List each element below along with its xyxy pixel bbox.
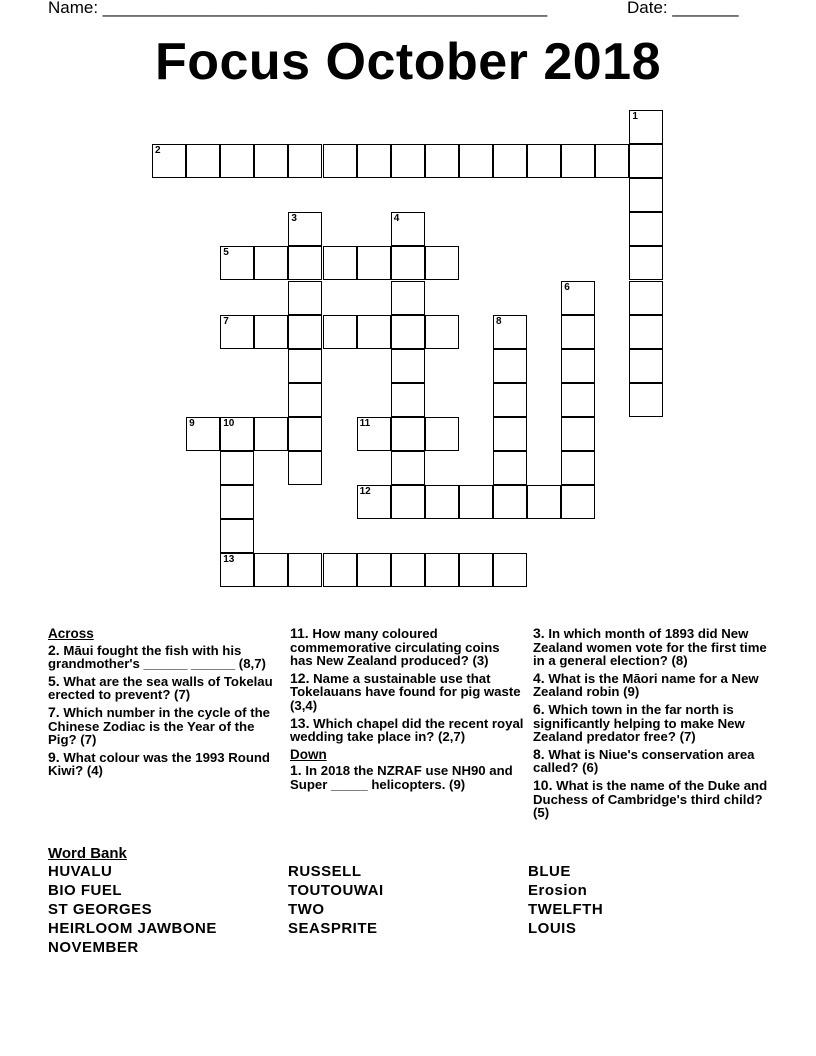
clue-down-4 xyxy=(533,669,768,700)
crossword-cell[interactable] xyxy=(493,553,527,587)
crossword-cell[interactable] xyxy=(561,451,595,485)
crossword-cell[interactable] xyxy=(629,246,663,280)
clue-text: In which month of 1893 did New Zealand women vote for the first time in a general election? (8) xyxy=(533,626,767,669)
word-bank-column-1 xyxy=(48,862,217,957)
clue-text: How many coloured commemorative circulating coins has New Zealand produced? (3) xyxy=(290,626,500,669)
word-bank-item: TWELFTH xyxy=(528,901,604,918)
clue-number-label: 10 xyxy=(223,417,235,429)
clue-text: Name a sustainable use that Tokelauans have found for pig waste (3,4) xyxy=(290,670,521,713)
clue-across-12 xyxy=(290,669,525,713)
crossword-cell[interactable] xyxy=(459,553,493,587)
crossword-cell[interactable] xyxy=(459,144,493,178)
clue-text: What is Niue's conservation area called? (6) xyxy=(533,746,755,776)
clue-down-8 xyxy=(533,745,768,776)
word-bank-heading: Word Bank xyxy=(48,845,127,862)
crossword-cell[interactable] xyxy=(288,246,322,280)
clues-column-1 xyxy=(48,627,283,782)
crossword-cell[interactable] xyxy=(391,417,425,451)
crossword-cell[interactable] xyxy=(595,144,629,178)
clue-number: 2. xyxy=(48,641,60,658)
crossword-cell[interactable] xyxy=(288,417,322,451)
crossword-cell[interactable] xyxy=(391,451,425,485)
word-bank-item: NOVEMBER xyxy=(48,939,139,956)
crossword-cell[interactable] xyxy=(254,246,288,280)
crossword-cell[interactable] xyxy=(357,315,391,349)
crossword-cell[interactable] xyxy=(629,349,663,383)
clue-number: 10. xyxy=(533,776,553,793)
word-bank-item: TOUTOUWAI xyxy=(288,882,384,899)
crossword-cell[interactable] xyxy=(357,246,391,280)
crossword-cell[interactable] xyxy=(220,485,254,519)
crossword-cell[interactable] xyxy=(561,383,595,417)
clue-text: What is the Māori name for a New Zealand robin (9) xyxy=(533,670,759,700)
clue-across-13 xyxy=(290,714,525,745)
crossword-cell[interactable] xyxy=(629,212,663,246)
crossword-cell[interactable] xyxy=(288,315,322,349)
clue-number-label: 11 xyxy=(359,417,371,429)
clue-down-1 xyxy=(290,764,525,791)
crossword-cell[interactable] xyxy=(220,519,254,553)
crossword-cell[interactable] xyxy=(323,144,357,178)
clue-number-label: 2 xyxy=(155,145,161,157)
clue-across-7 xyxy=(48,703,283,748)
word-bank-column-3 xyxy=(528,862,603,938)
crossword-cell[interactable] xyxy=(186,144,220,178)
crossword-cell[interactable] xyxy=(459,485,493,519)
crossword-cell[interactable] xyxy=(629,110,663,144)
crossword-cell[interactable] xyxy=(288,553,322,587)
clue-number: 12. xyxy=(290,669,310,686)
clue-number: 3. xyxy=(533,625,545,641)
word-bank-item: SEASPRITE xyxy=(288,920,378,937)
crossword-cell[interactable] xyxy=(425,417,459,451)
clue-number: 8. xyxy=(533,745,545,762)
crossword-cell[interactable] xyxy=(391,553,425,587)
crossword-cell[interactable] xyxy=(425,246,459,280)
crossword-cell[interactable] xyxy=(254,144,288,178)
crossword-cell[interactable] xyxy=(323,553,357,587)
crossword-cell[interactable] xyxy=(391,281,425,315)
clue-number: 13. xyxy=(290,714,310,731)
clue-number: 4. xyxy=(533,669,545,686)
crossword-cell[interactable] xyxy=(493,383,527,417)
clue-down-3 xyxy=(533,627,768,668)
clue-text: What colour was the 1993 Round Kiwi? (4) xyxy=(48,749,270,779)
crossword-cell[interactable] xyxy=(425,144,459,178)
clue-text: Māui fought the fish with his grandmother's ______ ______ (8,7) xyxy=(48,642,266,672)
crossword-cell[interactable] xyxy=(288,144,322,178)
clue-number-label: 13 xyxy=(223,554,235,566)
crossword-cell[interactable] xyxy=(561,349,595,383)
word-bank-item: BLUE xyxy=(528,863,571,880)
clue-number-label: 12 xyxy=(359,486,371,498)
crossword-cell[interactable] xyxy=(288,212,322,246)
page-title: Focus October 2018 xyxy=(154,33,662,91)
clue-number-label: 5 xyxy=(223,247,229,259)
crossword-cell[interactable] xyxy=(629,144,663,178)
word-bank-column-2 xyxy=(288,862,384,938)
crossword-cell[interactable] xyxy=(391,246,425,280)
crossword-cell[interactable] xyxy=(391,349,425,383)
word-bank-item: LOUIS xyxy=(528,920,577,937)
clue-number: 9. xyxy=(48,748,60,765)
crossword-cell[interactable] xyxy=(629,178,663,212)
crossword-cell[interactable] xyxy=(527,485,561,519)
clue-number: 5. xyxy=(48,672,60,689)
clue-text: What are the sea walls of Tokelau erected to prevent? (7) xyxy=(48,673,273,703)
crossword-cell[interactable] xyxy=(357,144,391,178)
crossword-cell[interactable] xyxy=(391,212,425,246)
word-bank-item: Erosion xyxy=(528,882,588,899)
crossword-cell[interactable] xyxy=(357,417,391,451)
clue-text: Which number in the cycle of the Chinese Zodiac is the Year of the Pig? (7) xyxy=(48,704,270,748)
clue-across-5 xyxy=(48,672,283,703)
crossword-cell[interactable] xyxy=(323,246,357,280)
crossword-cell[interactable] xyxy=(561,485,595,519)
crossword-cell[interactable] xyxy=(357,553,391,587)
word-bank-item: RUSSELL xyxy=(288,863,362,880)
crossword-cell[interactable] xyxy=(220,315,254,349)
crossword-cell[interactable] xyxy=(561,281,595,315)
clue-number: 6. xyxy=(533,700,545,717)
clue-text: What is the name of the Duke and Duchess of Cambridge's third child? (5) xyxy=(533,777,768,821)
crossword-cell[interactable] xyxy=(391,485,425,519)
crossword-cell[interactable] xyxy=(220,451,254,485)
down-heading: Down xyxy=(290,746,327,762)
clue-text: Which chapel did the recent royal wedding take place in? (2,7) xyxy=(290,715,524,745)
word-bank-item: HEIRLOOM JAWBONE xyxy=(48,920,217,937)
crossword-cell[interactable] xyxy=(527,144,561,178)
crossword-cell[interactable] xyxy=(288,281,322,315)
crossword-cell[interactable] xyxy=(425,553,459,587)
clue-across-11 xyxy=(290,627,525,668)
crossword-cell[interactable] xyxy=(254,315,288,349)
word-bank-item: HUVALU xyxy=(48,863,113,880)
word-bank-item: ST GEORGES xyxy=(48,901,153,918)
crossword-cell[interactable] xyxy=(493,485,527,519)
crossword-cell[interactable] xyxy=(425,485,459,519)
crossword-cell[interactable] xyxy=(561,417,595,451)
crossword-cell[interactable] xyxy=(629,315,663,349)
clue-number: 11. xyxy=(290,625,309,641)
word-bank-item: TWO xyxy=(288,901,325,918)
crossword-cell[interactable] xyxy=(561,144,595,178)
clue-down-6 xyxy=(533,700,768,745)
across-heading: Across xyxy=(48,626,94,641)
crossword-cell[interactable] xyxy=(220,144,254,178)
clue-number: 1. xyxy=(290,762,302,779)
clue-number-label: 4 xyxy=(393,213,400,225)
crossword-cell[interactable] xyxy=(629,281,663,315)
name-field-line: Name: _______________________________________________ xyxy=(48,0,548,17)
crossword-cell[interactable] xyxy=(493,417,527,451)
crossword-cell[interactable] xyxy=(220,553,254,587)
crossword-cell[interactable] xyxy=(186,417,220,451)
crossword-cell[interactable] xyxy=(391,315,425,349)
crossword-cell[interactable] xyxy=(254,417,288,451)
crossword-cell[interactable] xyxy=(288,349,322,383)
crossword-cell[interactable] xyxy=(391,383,425,417)
clue-across-9 xyxy=(48,748,283,779)
clue-number-label: 1 xyxy=(632,111,638,122)
crossword-cell[interactable] xyxy=(288,383,322,417)
clue-across-2 xyxy=(48,641,283,672)
clue-number: 7. xyxy=(48,703,60,720)
clue-number-label: 7 xyxy=(223,315,229,327)
crossword-cell[interactable] xyxy=(425,315,459,349)
clues-column-2 xyxy=(290,627,525,796)
crossword-cell[interactable] xyxy=(288,451,322,485)
clue-number-label: 8 xyxy=(496,315,502,327)
clue-number-label: 9 xyxy=(189,417,195,429)
clue-text: In 2018 the NZRAF use NH90 and Super _____ helicopters. (9) xyxy=(290,763,513,792)
clues-column-3 xyxy=(533,627,768,824)
crossword-cell[interactable] xyxy=(561,315,595,349)
clue-number-label: 3 xyxy=(291,213,297,225)
crossword-cell[interactable] xyxy=(152,144,186,178)
crossword-cell[interactable] xyxy=(493,451,527,485)
crossword-cell[interactable] xyxy=(493,315,527,349)
clue-down-10 xyxy=(533,776,768,821)
clue-number-label: 6 xyxy=(564,281,570,293)
date-field-line: Date: _______ xyxy=(627,0,739,17)
crossword-cell[interactable] xyxy=(323,315,357,349)
crossword-cell[interactable] xyxy=(391,144,425,178)
crossword-cell[interactable] xyxy=(493,144,527,178)
crossword-cell[interactable] xyxy=(220,246,254,280)
crossword-cell[interactable] xyxy=(254,553,288,587)
word-bank-item: BIO FUEL xyxy=(48,882,122,899)
crossword-cell[interactable] xyxy=(629,383,663,417)
crossword-cell[interactable] xyxy=(493,349,527,383)
crossword-cell[interactable] xyxy=(220,417,254,451)
crossword-cell[interactable] xyxy=(357,485,391,519)
clue-text: Which town in the far north is significantly helping to make New Zealand predator free? (7) xyxy=(533,701,745,745)
